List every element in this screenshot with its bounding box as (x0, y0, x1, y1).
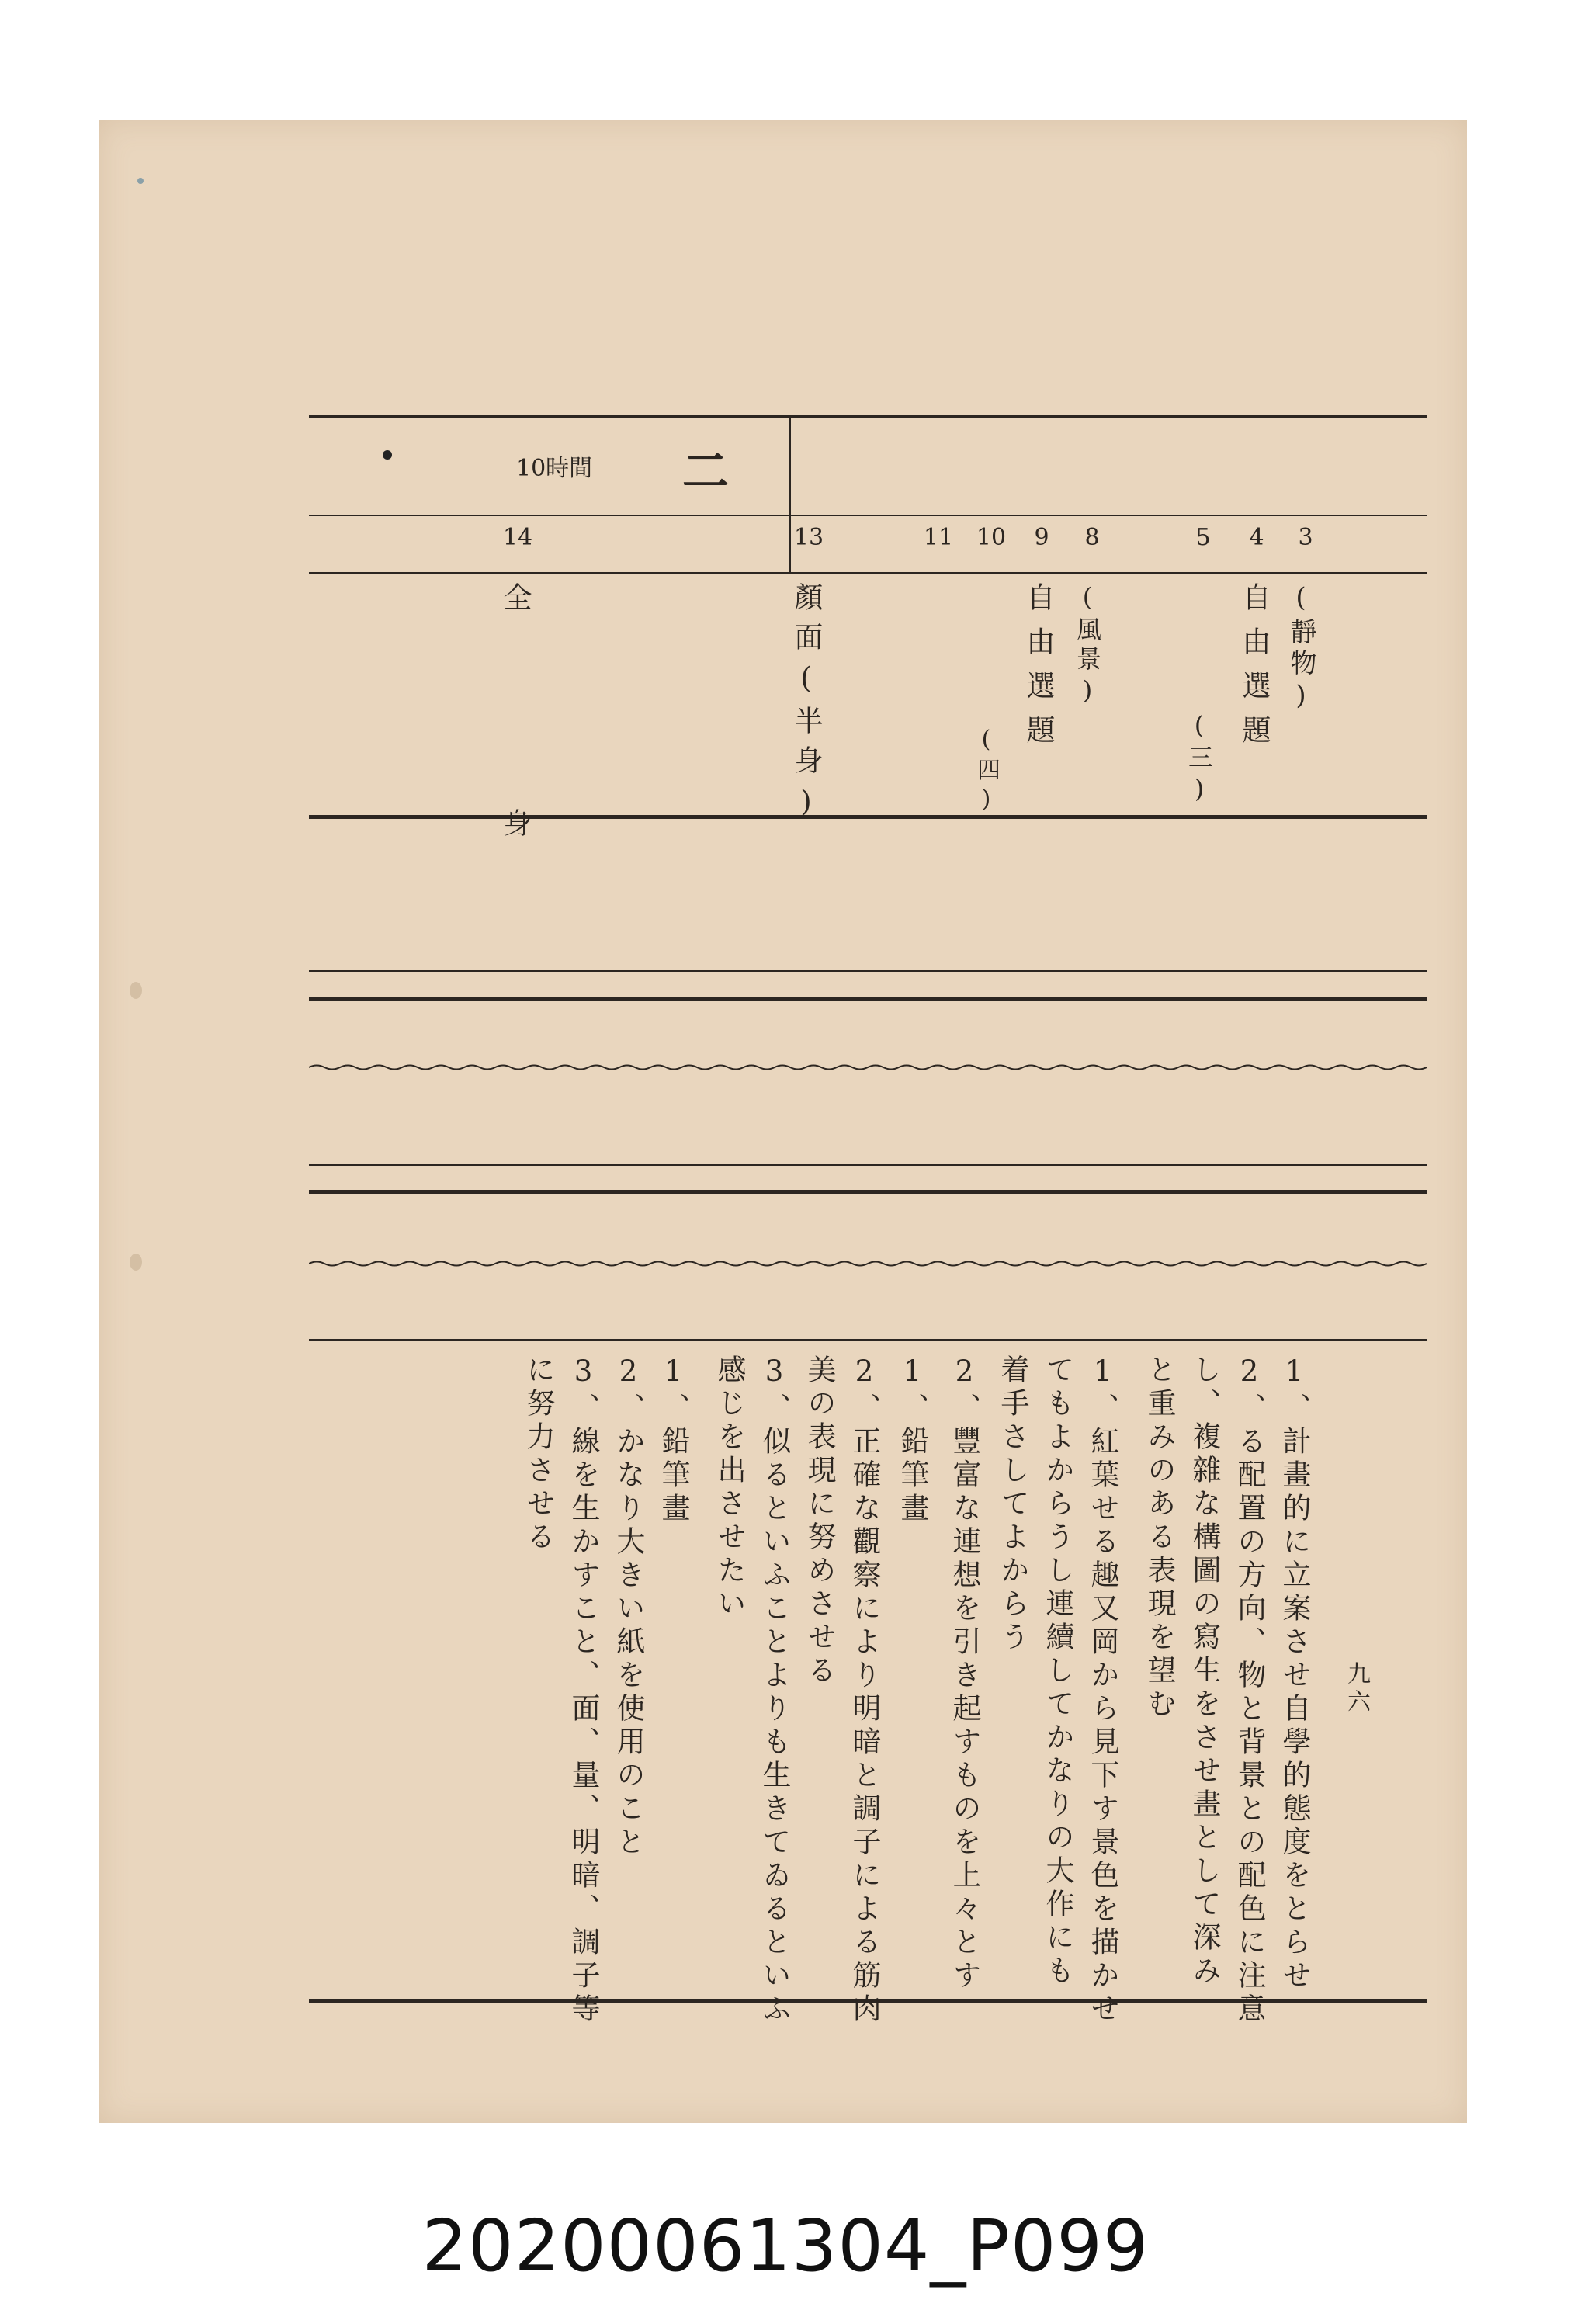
note-line: 1、計畫的に立案させ自學的態度をとらせ (1278, 1355, 1311, 1993)
notes-top-rule (309, 1339, 1427, 1341)
note-line: 感じを出させたい (713, 1355, 746, 1622)
note-line: 2、かなり大きい紙を使用のこと (612, 1355, 645, 1860)
lesson-number: 9 (1034, 524, 1049, 551)
lesson-title: 全 身 (498, 582, 532, 883)
note-line: 1、紅葉せる趣又岡から見下す景色を描かせ (1086, 1355, 1119, 2027)
note-line: 2、正確な觀察により明暗と調子による筋肉 (848, 1355, 881, 2027)
lesson-title: 自由選題 (1237, 582, 1271, 759)
image-caption: 20200061304_P099 (421, 2204, 1150, 2288)
page-number: 九六 (1343, 1661, 1370, 1717)
note-line: 3、似るといふことよりも生きてゐるといふ (758, 1355, 791, 2027)
note-line: 美の表現に努めさせる (803, 1355, 836, 1688)
lesson-number: 5 (1195, 524, 1211, 551)
note-line: に努力させる (522, 1355, 555, 1555)
lesson-section-bottom-rule (309, 815, 1427, 819)
punch-mark (130, 982, 142, 999)
wavy-rule-1 (309, 1063, 1427, 1071)
lesson-number: 11 (923, 524, 954, 551)
blank-rule-3 (309, 1164, 1427, 1166)
lesson-number: 4 (1249, 524, 1264, 551)
lesson-title: (四) (973, 726, 1000, 817)
blank-rule-2 (309, 997, 1427, 1001)
paper-sheet (99, 120, 1467, 2123)
paper-speck (137, 178, 144, 184)
note-line: 着手さしてよからう (996, 1355, 1029, 1655)
note-line: し、複雜な構圖の寫生をさせ畫として深み (1188, 1355, 1221, 1989)
header-row-rule (309, 515, 1427, 516)
blank-rule-1 (309, 970, 1427, 972)
note-line: 1、鉛筆畫 (657, 1355, 690, 1526)
lesson-title: 顏面(半身) (789, 582, 823, 829)
lesson-title: (風景) (1073, 582, 1102, 709)
lesson-number: 10 (976, 524, 1007, 551)
note-line: 2、る配置の方向、物と背景との配色に注意 (1233, 1355, 1266, 2027)
lesson-number: 3 (1298, 524, 1313, 551)
note-line: 3、線を生かすこと、面、量、明暗、調子等 (567, 1355, 600, 2027)
lesson-title: (靜物) (1285, 582, 1316, 716)
blank-rule-4 (309, 1190, 1427, 1194)
note-line: 2、豐富な連想を引き起すものを上々とす (948, 1355, 981, 1993)
number-row-rule (309, 572, 1427, 574)
lesson-number: 8 (1084, 524, 1100, 551)
wavy-rule-2 (309, 1260, 1427, 1268)
lesson-number: 13 (793, 524, 824, 551)
lesson-number: 14 (502, 524, 533, 551)
kanji-numeral: 二 (682, 445, 729, 499)
note-line: 1、鉛筆畫 (896, 1355, 929, 1526)
lesson-title: 自由選題 (1021, 582, 1055, 759)
table-top-rule (309, 415, 1427, 418)
note-line: てもよからうし連續してかなりの大作にも (1041, 1355, 1074, 1989)
note-line: と重みのある表現を望む (1143, 1355, 1176, 1722)
bullet-dot (383, 450, 392, 460)
hours-label: 10時間 (516, 455, 593, 482)
punch-mark (130, 1254, 142, 1271)
lesson-title: (三) (1184, 710, 1214, 808)
